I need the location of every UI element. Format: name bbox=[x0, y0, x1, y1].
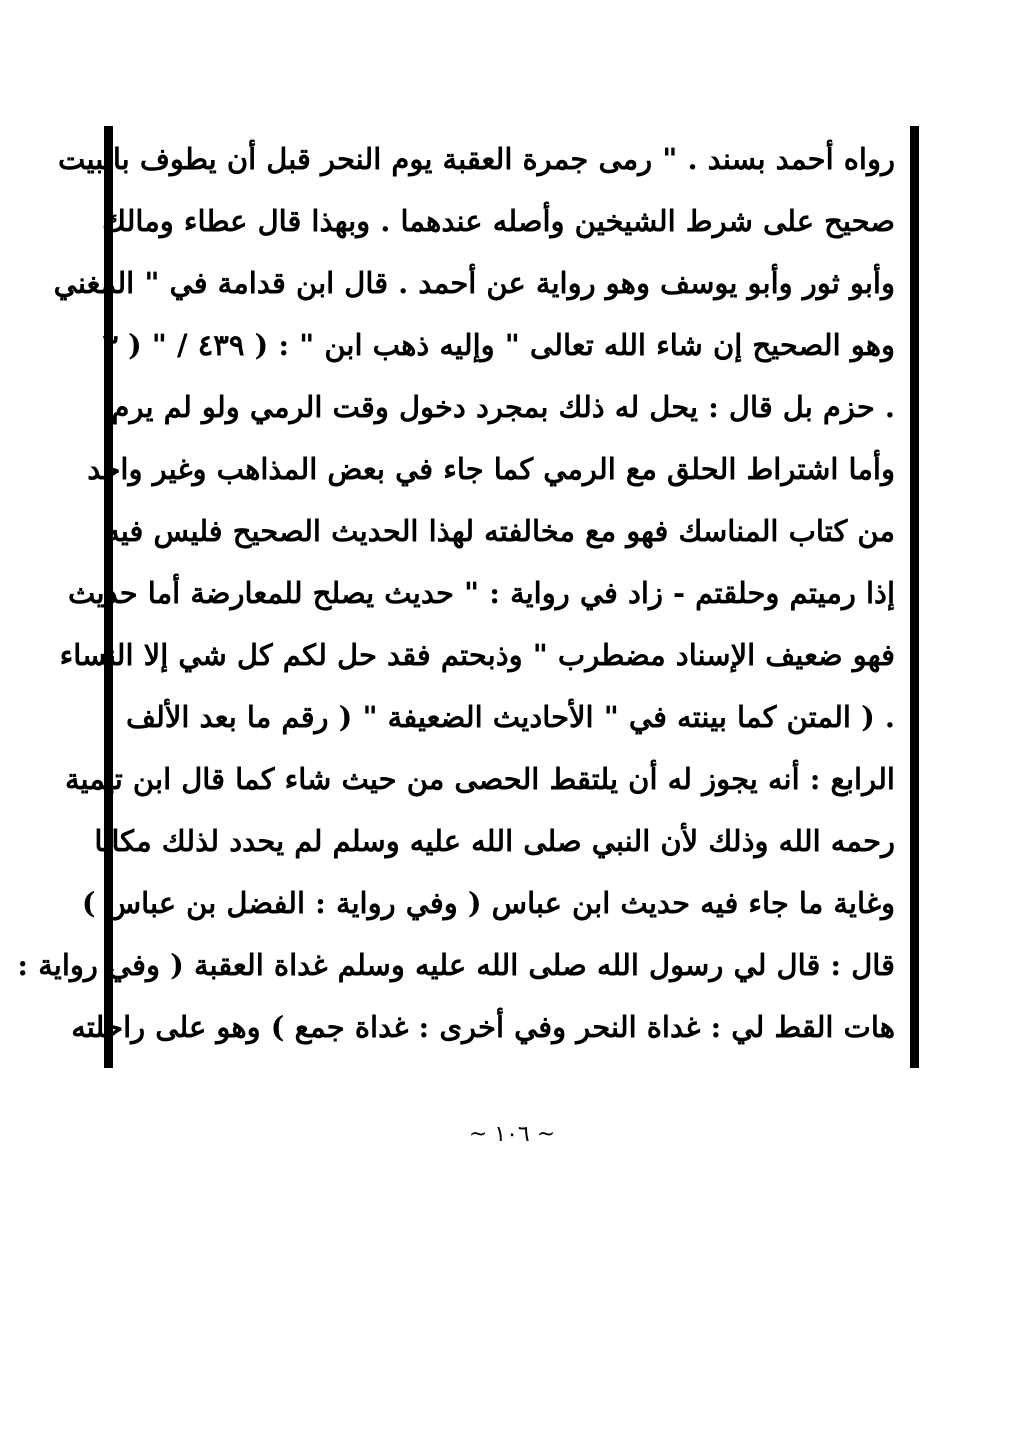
text-line-8: إذا رميتم وحلقتم - زاد في رواية : " حديث يصلح للمعارضة أما حديث bbox=[68, 576, 895, 610]
text-line-10: . ( المتن كما بينته في " الأحاديث الضعيفة " ( رقم ما بعد الألف bbox=[126, 700, 895, 734]
text-line-12: رحمه الله وذلك لأن النبي صلى الله عليه وسلم لم يحدد لذلك مكانا bbox=[94, 824, 895, 858]
right-border-rule bbox=[910, 126, 919, 1068]
text-line-6: وأما اشتراط الحلق مع الرمي كما جاء في بعض المذاهب وغير واحد bbox=[87, 452, 895, 486]
text-line-14: قال : قال لي رسول الله صلى الله عليه وسلم غداة العقبة ( وفي رواية : bbox=[17, 948, 895, 982]
text-line-3: وأبو ثور وأبو يوسف وهو رواية عن أحمد . قال ابن قدامة في " المغني bbox=[53, 266, 895, 300]
text-line-11: الرابع : أنه يجوز له أن يلتقط الحصى من حيث شاء كما قال ابن تيمية bbox=[64, 762, 895, 796]
text-line-7: من كتاب المناسك فهو مع مخالفته لهذا الحديث الصحيح فليس فيه bbox=[105, 514, 895, 548]
text-line-5: . حزم بل قال : يحل له ذلك بمجرد دخول وقت الرمي ولو لم يرم bbox=[111, 390, 895, 424]
text-line-9: فهو ضعيف الإسناد مضطرب " وذبحتم فقد حل لكم كل شي إلا النساء bbox=[59, 638, 895, 672]
text-frame bbox=[17, 126, 919, 1068]
text-line-13: وغاية ما جاء فيه حديث ابن عباس ( وفي رواية : الفضل بن عباس ) bbox=[81, 886, 895, 920]
text-line-15: هات القط لي : غداة النحر وفي أخرى : غداة جمع ) وهو على راحلته bbox=[71, 1010, 895, 1044]
text-line-4: وهو الصحيح إن شاء الله تعالى " وإليه ذهب ابن " : ( ٤٣٩ / " ( ٣ bbox=[102, 328, 895, 362]
text-line-2: صحيح على شرط الشيخين وأصله عندهما . وبهذا قال عطاء ومالك bbox=[102, 204, 895, 238]
text-line-1: رواه أحمد بسند . " رمى جمرة العقبة يوم النحر قبل أن يطوف بالبيت bbox=[58, 142, 895, 176]
page-number: ~ ١٠٦ ~ bbox=[468, 1122, 556, 1147]
